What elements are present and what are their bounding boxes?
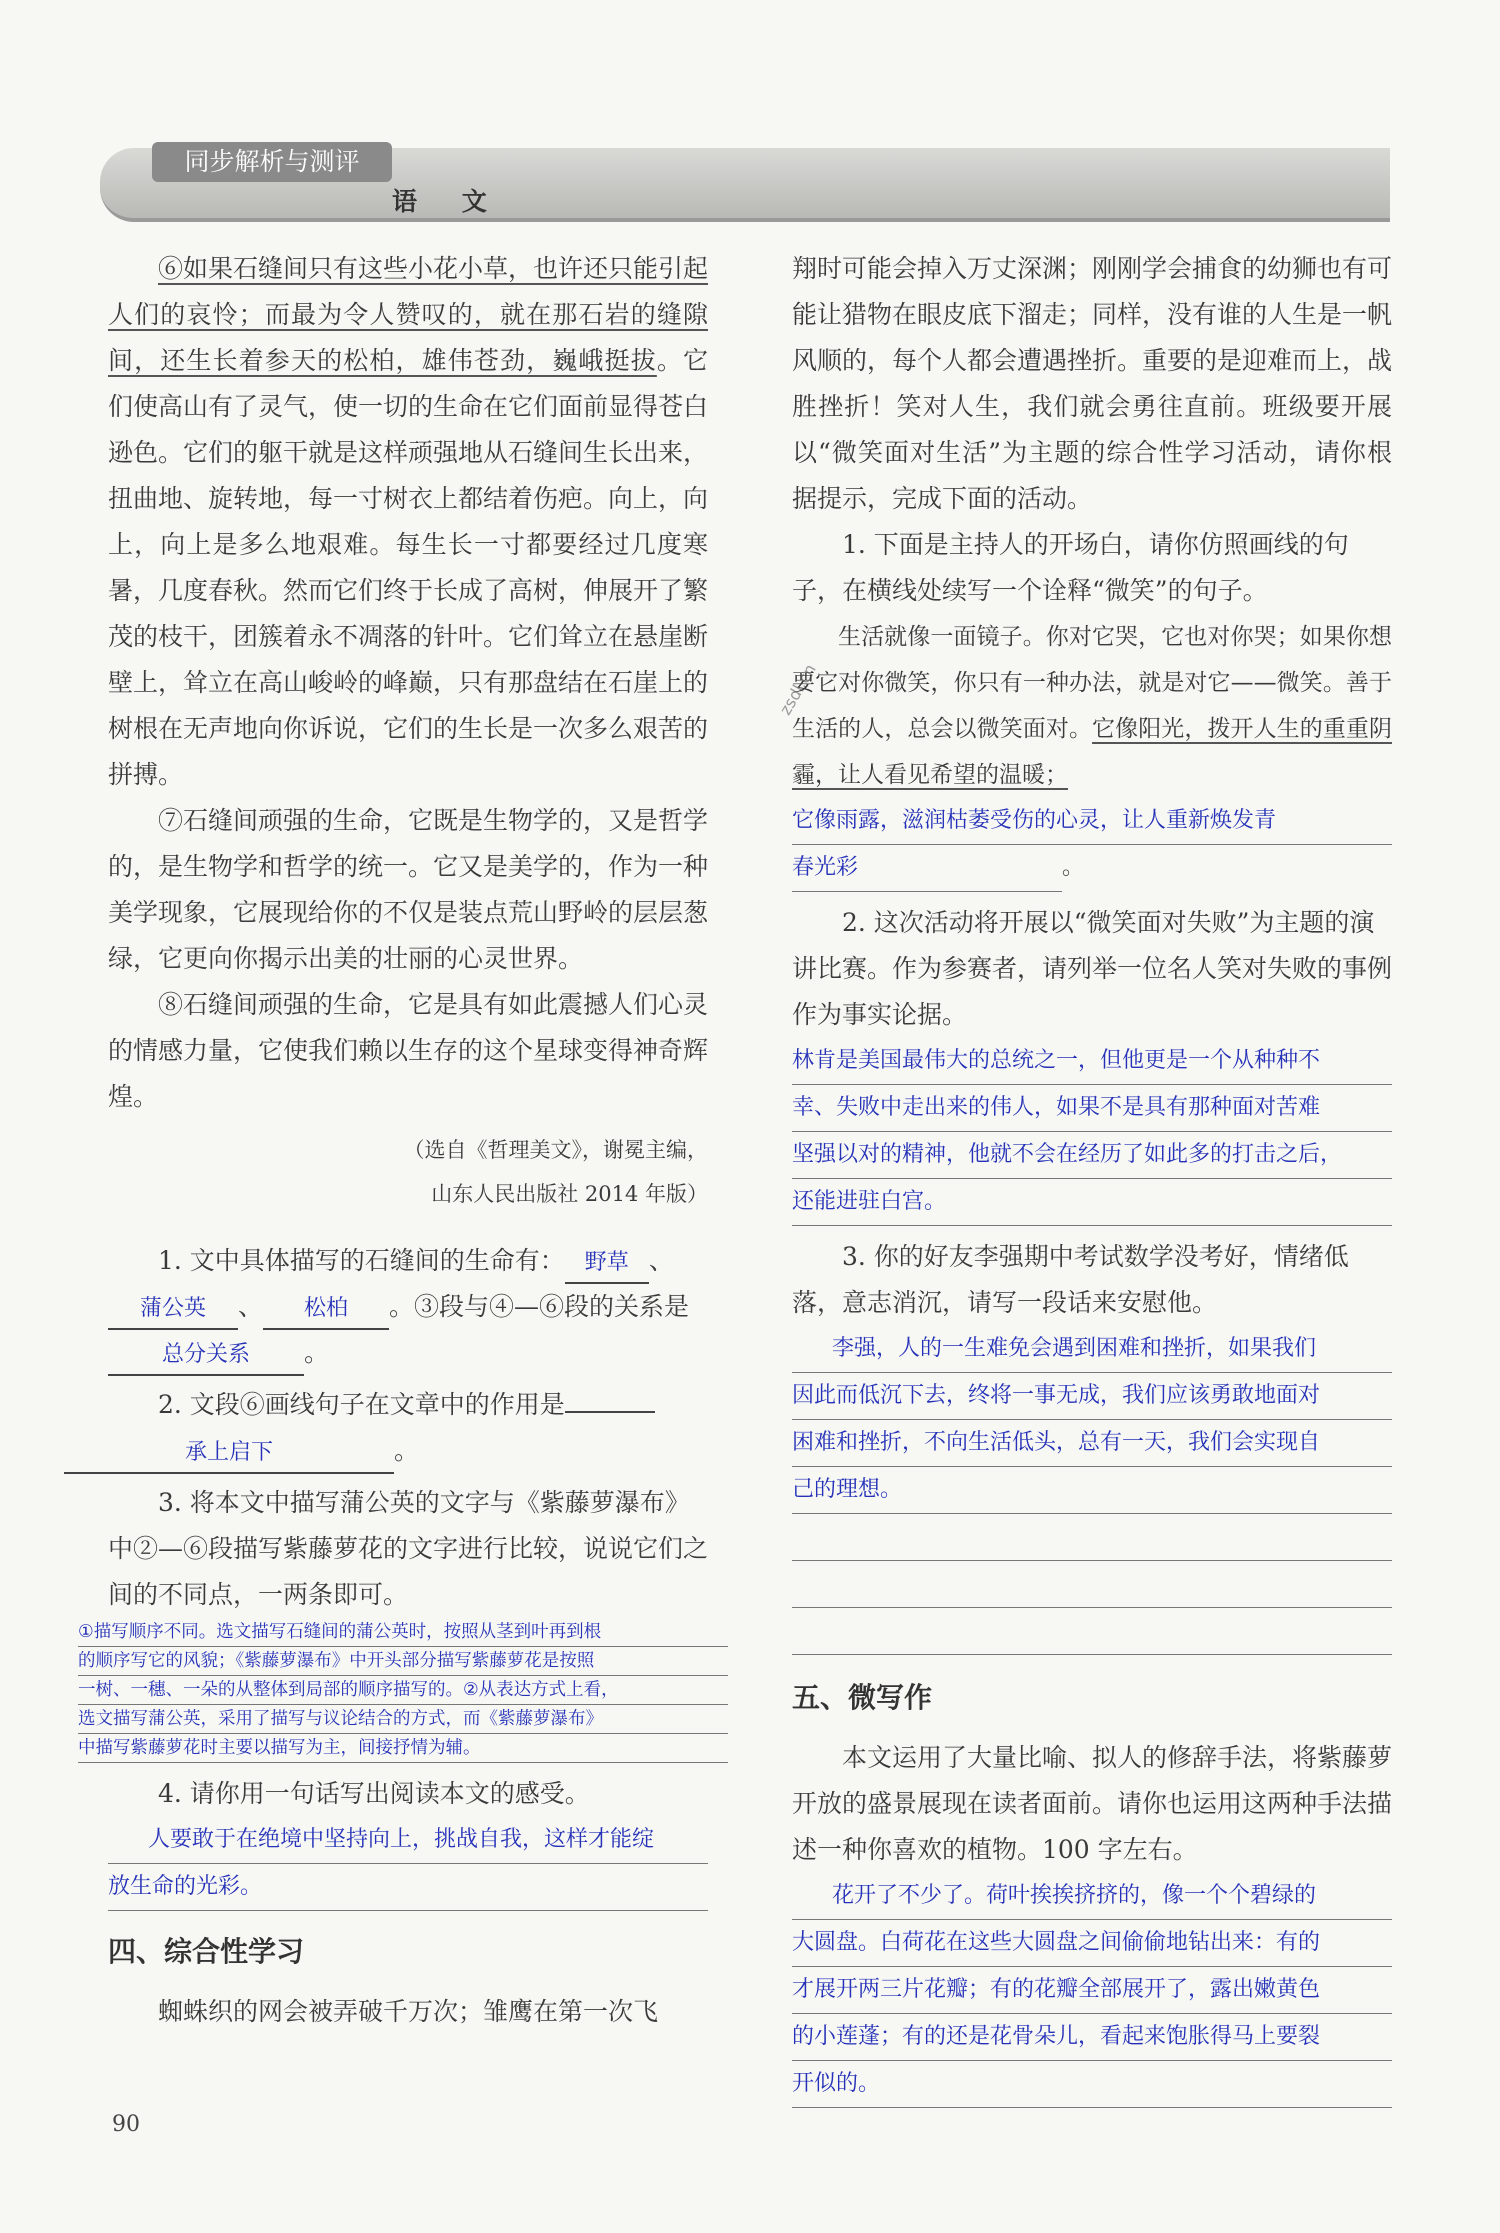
answer-end-mark: 。 xyxy=(1062,855,1085,880)
answer-line: 己的理想。 xyxy=(792,1467,1392,1514)
paragraph-7: ⑦石缝间顽强的生命，它既是生物学的，又是哲学的，是生物学和哲学的统一。它又是美学的，作为一种美学现象，它展现给你的不仅是装点荒山野岭的层层葱绿，它更向你揭示出美的壮丽的心灵世界。 xyxy=(108,806,709,973)
page-number: 90 xyxy=(112,2112,140,2137)
answer-pine[interactable]: 松柏 xyxy=(263,1290,389,1330)
answer-line: 坚强以对的精神，他就不会在经历了如此多的打击之后， xyxy=(792,1132,1392,1179)
answer-line: 幸、失败中走出来的伟人，如果不是具有那种面对苦难 xyxy=(792,1085,1392,1132)
answer-line: 大圆盘。白荷花在这些大圆盘之间偷偷地钻出来：有的 xyxy=(792,1920,1392,1967)
answer-line: 春光彩 xyxy=(792,845,1062,892)
source-line-1: （选自《哲理美文》，谢冕主编， xyxy=(403,1138,708,1162)
answer-line: 的顺序写它的风貌；《紫藤萝瀑布》中开头部分描写紫藤萝花是按照 xyxy=(78,1647,728,1676)
paragraph-6-rest: 。它们使高山有了灵气，使一切的生命在它们面前显得苍白逊色。它们的躯干就是这样顽强地从石缝间生长出来，扭曲地、旋转地，每一寸树衣上都结着伤疤。向上，向上，向上是多么地艰难。每生长一寸都要经过几度寒暑，几度春秋。然而它们终于长成了高树，伸展开了繁茂的枝干，团簇着永不凋落的针叶。它们耸立在悬崖断壁上，耸立在高山峻岭的峰巅，只有那盘结在石崖上的树根在无声地向你诉说，它们的生长是一次多么艰苦的拼搏。 xyxy=(108,346,709,789)
answer-dandelion[interactable]: 蒲公英 xyxy=(108,1290,238,1330)
host-quote-underlined: 它像阳光，拨开人生的重重阴霾，让人看见希望的温暖； xyxy=(792,716,1393,788)
answer-line: 放生命的光彩。 xyxy=(108,1864,708,1911)
paragraph-8: ⑧石缝间顽强的生命，它是具有如此震撼人们心灵的情感力量，它使我们赖以生存的这个星球变得神奇辉煌。 xyxy=(108,990,709,1111)
activity-question-2-answer[interactable] xyxy=(792,1038,1392,1226)
activity-question-3-answer[interactable] xyxy=(792,1326,1392,1655)
section-5-title: 五、微写作 xyxy=(792,1681,933,1714)
answer-line: 还能进驻白宫。 xyxy=(792,1179,1392,1226)
section-4-intro-continued: 翔时可能会掉入万丈深渊；刚刚学会捕食的幼狮也有可能让猎物在眼皮底下溜走；同样，没有谁的人生是一帆风顺的，每个人都会遭遇挫折。重要的是迎难而上，战胜挫折！笑对人生，我们就会勇往直前。班级要开展以“微笑面对生活”为主题的综合性学习活动，请你根据提示，完成下面的活动。 xyxy=(792,254,1393,513)
empty-answer-line[interactable] xyxy=(792,1561,1392,1608)
question-2-blank-start xyxy=(565,1411,655,1413)
subject-title: 语 文 xyxy=(392,187,505,216)
host-quote xyxy=(792,614,1392,798)
paragraph-6-underlined: ⑥如果石缝间只有这些小花小草，也许还只能引起人们的哀怜；而最为令人赞叹的，就在那石岩的缝隙间，还生长着参天的松柏，雄伟苍劲，巍峨挺拔 xyxy=(108,254,709,375)
activity-question-1: 1. 下面是主持人的开场白，请你仿照画线的句子，在横线处续写一个诠释“微笑”的句子。 xyxy=(792,530,1349,605)
answer-line: 林肯是美国最伟大的总统之一，但他更是一个从种种不 xyxy=(792,1038,1392,1085)
answer-role[interactable]: 承上启下 xyxy=(64,1434,394,1474)
answer-line: 开似的。 xyxy=(792,2061,1392,2108)
question-1 xyxy=(108,1238,708,1376)
series-title: 同步解析与测评 xyxy=(152,142,392,182)
watermark: zsdl.cn xyxy=(775,660,820,719)
activity-question-2: 2. 这次活动将开展以“微笑面对失败”为主题的演讲比赛。作为参赛者，请列举一位名人笑对失败的事例作为事实论据。 xyxy=(792,908,1393,1029)
question-4-answer[interactable] xyxy=(108,1817,708,1911)
question-1-prefix: 1. 文中具体描写的石缝间的生命有： xyxy=(158,1246,565,1275)
source-citation xyxy=(108,1128,708,1216)
question-2 xyxy=(108,1382,708,1474)
host-quote-text: 生活就像一面镜子。你对它哭，它也对你哭；如果你想要它对你微笑，你只有一种办法，就是对它——微笑。善于生活的人，总会以微笑面对。 xyxy=(792,624,1392,742)
separator-1: 、 xyxy=(648,1246,674,1275)
answer-line: 人要敢于在绝境中坚持向上，挑战自我，这样才能绽 xyxy=(108,1817,708,1864)
source-line-2: 山东人民出版社 2014 年版） xyxy=(431,1182,708,1206)
section-5-answer[interactable] xyxy=(792,1873,1392,2108)
section-4-intro: 蜘蛛织的网会被弄破千万次；雏鹰在第一次飞 xyxy=(158,1997,659,2026)
answer-wild-grass[interactable]: 野草 xyxy=(565,1244,649,1284)
answer-line: 的小莲蓬；有的还是花骨朵儿，看起来饱胀得马上要裂 xyxy=(792,2014,1392,2061)
separator-2: 、 xyxy=(238,1292,264,1321)
right-column xyxy=(792,246,1392,2108)
answer-line: 李强，人的一生难免会遇到困难和挫折，如果我们 xyxy=(792,1326,1392,1373)
section-5-prompt: 本文运用了大量比喻、拟人的修辞手法，将紫藤萝开放的盛景展现在读者面前。请你也运用这两种手法描述一种你喜欢的植物。100 字左右。 xyxy=(792,1743,1393,1864)
question-4: 4. 请你用一句话写出阅读本文的感受。 xyxy=(158,1779,590,1808)
activity-question-1-answer[interactable] xyxy=(792,798,1392,892)
question-1-mid: 。③段与④—⑥段的关系是 xyxy=(389,1292,690,1321)
answer-line: 才展开两三片花瓣；有的花瓣全部展开了，露出嫩黄色 xyxy=(792,1967,1392,2014)
activity-question-3: 3. 你的好友李强期中考试数学没考好，情绪低落，意志消沉，请写一段话来安慰他。 xyxy=(792,1242,1349,1317)
empty-answer-line[interactable] xyxy=(792,1514,1392,1561)
question-2-end: 。 xyxy=(394,1436,420,1465)
question-3-answer[interactable] xyxy=(78,1618,728,1763)
question-3: 3. 将本文中描写蒲公英的文字与《紫藤萝瀑布》中②—⑥段描写紫藤萝花的文字进行比较，说说它们之间的不同点，一两条即可。 xyxy=(108,1488,709,1609)
answer-line: 它像雨露，滋润枯萎受伤的心灵，让人重新焕发青 xyxy=(792,798,1392,845)
answer-line: ①描写顺序不同。选文描写石缝间的蒲公英时，按照从茎到叶再到根 xyxy=(78,1618,728,1647)
question-1-end: 。 xyxy=(304,1338,330,1367)
empty-answer-line[interactable] xyxy=(792,1608,1392,1655)
left-column xyxy=(78,246,709,2035)
paragraph-6 xyxy=(108,246,708,798)
section-4-title: 四、综合性学习 xyxy=(108,1935,305,1968)
answer-line: 困难和挫折，不向生活低头，总有一天，我们会实现自 xyxy=(792,1420,1392,1467)
answer-line: 中描写紫藤萝花时主要以描写为主，间接抒情为辅。 xyxy=(78,1734,728,1763)
answer-line: 一树、一穗、一朵的从整体到局部的顺序描写的。②从表达方式上看， xyxy=(78,1676,728,1705)
question-2-prefix: 2. 文段⑥画线句子在文章中的作用是 xyxy=(158,1390,565,1419)
answer-line: 选文描写蒲公英，采用了描写与议论结合的方式，而《紫藤萝瀑布》 xyxy=(78,1705,728,1734)
answer-relationship[interactable]: 总分关系 xyxy=(108,1336,304,1376)
answer-line: 花开了不少了。荷叶挨挨挤挤的，像一个个碧绿的 xyxy=(792,1873,1392,1920)
answer-line: 因此而低沉下去，终将一事无成，我们应该勇敢地面对 xyxy=(792,1373,1392,1420)
